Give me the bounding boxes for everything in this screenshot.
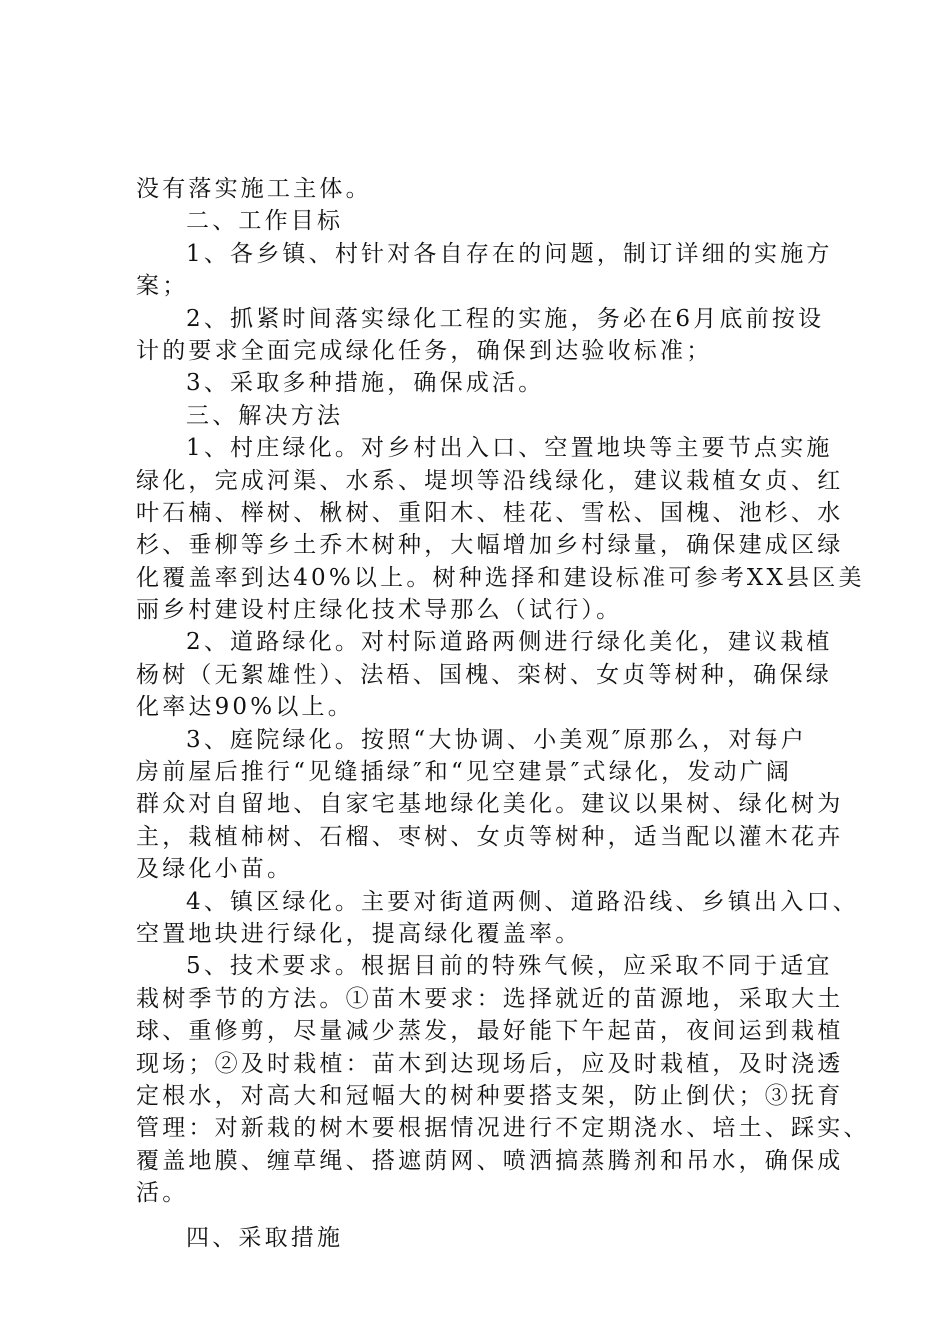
document-line: 2、道路绿化。对村际道路两侧进行绿化美化，建议栽植 [186, 629, 833, 656]
document-line: 杨树（无絮雄性）、法梧、国槐、栾树、女贞等树种，确保绿 [136, 661, 832, 688]
document-line: 计的要求全面完成绿化任务，确保到达验收标准； [136, 337, 713, 364]
document-line: 化覆盖率到达40%以上。树种选择和建设标准可参考XX县区美 [136, 564, 865, 591]
document-line: 现场；②及时栽植：苗木到达现场后，应及时栽植，及时浇透 [136, 1050, 844, 1077]
document-line: 3、庭院绿化。按照“大协调、小美观″原那么，对每户 [186, 726, 807, 753]
document-line: 5、技术要求。根据目前的特殊气候，应采取不同于适宜 [186, 953, 833, 980]
document-line: 活。 [136, 1180, 189, 1207]
document-line: 四、采取措施 [186, 1224, 344, 1251]
document-line: 4、镇区绿化。主要对街道两侧、道路沿线、乡镇出入口、 [186, 888, 859, 915]
document-line: 叶石楠、榉树、楸树、重阳木、桂花、雪松、国槐、池杉、水 [136, 499, 844, 526]
document-line: 3、采取多种措施，确保成活。 [186, 370, 545, 397]
document-line: 二、工作目标 [186, 208, 344, 235]
document-line: 空置地块进行绿化，提高绿化覆盖率。 [136, 920, 582, 947]
document-line: 化率达90%以上。 [136, 694, 354, 721]
document-body [136, 173, 870, 1254]
document-line: 及绿化小苗。 [136, 856, 294, 883]
document-line: 球、重修剪，尽量减少蒸发，最好能下午起苗，夜间运到栽植 [136, 1018, 844, 1045]
document-line: 2、抓紧时间落实绿化工程的实施，务必在6月底前按设 [186, 305, 825, 332]
document-line: 案； [136, 273, 189, 300]
document-line: 房前屋后推行“见缝插绿″和“见空建景″式绿化，发动广阔 [136, 759, 793, 786]
document-line: 杉、垂柳等乡土乔木树种，大幅增加乡村绿量，确保建成区绿 [136, 532, 844, 559]
document-line: 群众对自留地、自家宅基地绿化美化。建议以果树、绿化树为 [136, 791, 844, 818]
document-line: 1、各乡镇、村针对各自存在的问题，制订详细的实施方 [186, 240, 833, 267]
document-line: 定根水，对高大和冠幅大的树种要搭支架，防止倒伏；③抚育 [136, 1082, 844, 1109]
document-line: 覆盖地膜、缠草绳、搭遮荫网、喷洒搞蒸腾剂和吊水，确保成 [136, 1147, 844, 1174]
document-line: 三、解决方法 [186, 402, 344, 429]
document-line: 管理：对新栽的树木要根据情况进行不定期浇水、培土、踩实、 [136, 1115, 870, 1142]
document-line: 没有落实施工主体。 [136, 176, 372, 202]
document-line: 栽树季节的方法。①苗木要求：选择就近的苗源地，采取大土 [136, 985, 844, 1012]
document-line: 丽乡村建设村庄绿化技术导那么（试行）。 [136, 597, 623, 624]
document-line: 绿化，完成河渠、水系、堤坝等沿线绿化，建议栽植女贞、红 [136, 467, 844, 494]
document-line: 1、村庄绿化。对乡村出入口、空置地块等主要节点实施 [186, 435, 833, 462]
document-line: 主，栽植柿树、石榴、枣树、女贞等树种，适当配以灌木花卉 [136, 823, 844, 850]
